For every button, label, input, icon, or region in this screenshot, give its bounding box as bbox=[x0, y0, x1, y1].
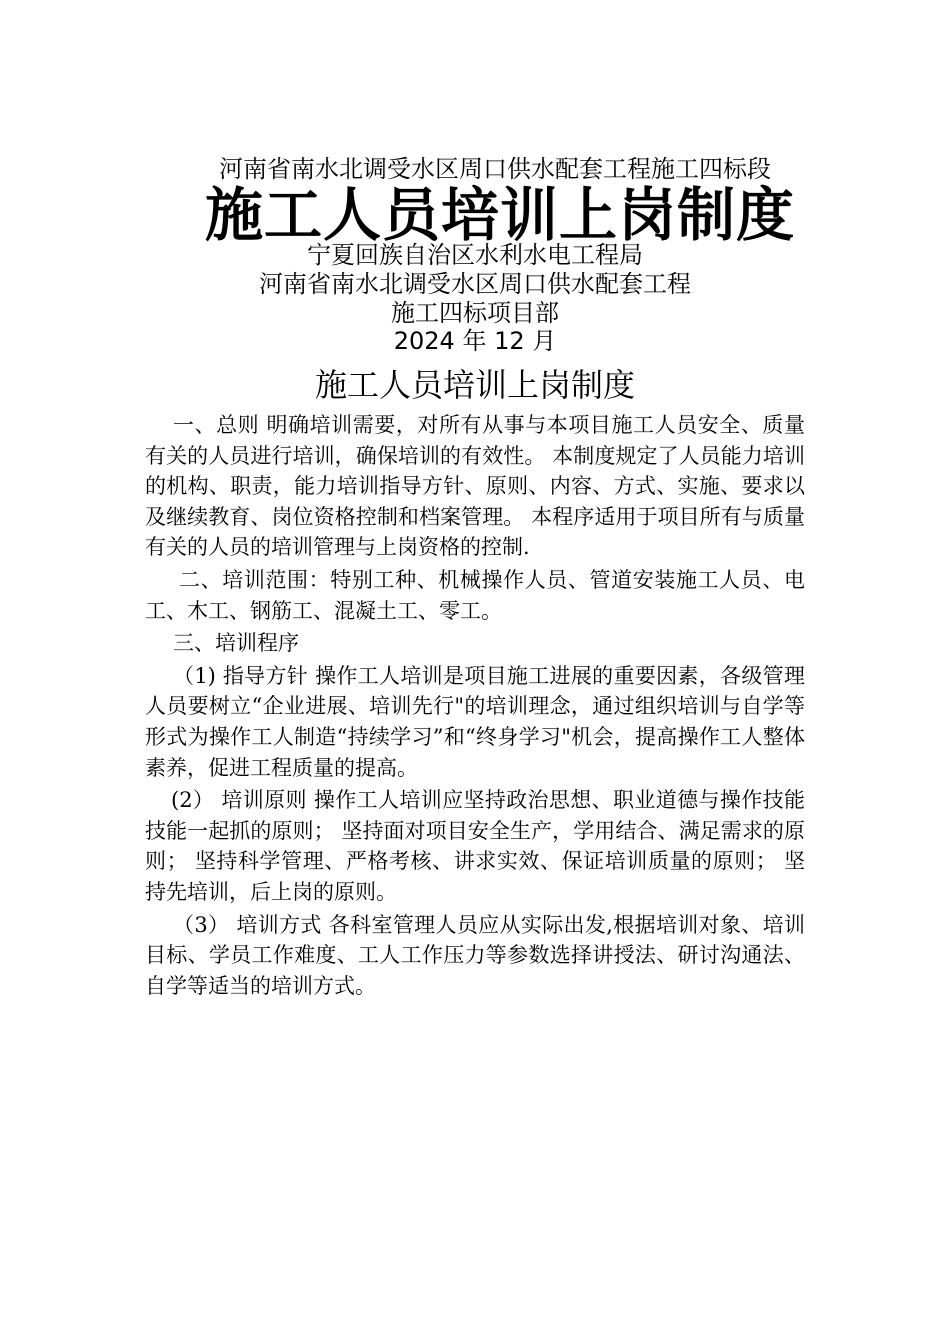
department-name: 施工四标项目部 bbox=[391, 299, 559, 327]
paragraph-procedure-heading: 三、培训程序 bbox=[173, 631, 299, 656]
project-name: 河南省南水北调受水区周口供水配套工程 bbox=[259, 270, 691, 298]
paragraph-guideline: （1) 指导方针 操作工人培训是项目施工进展的重要因素，各级管理人员要树立“企业进展、培训先行"的培训理念，通过组织培训与自学等形式为操作工人制造“持续学习”和“终身学习"机会，提高操作工人整体素养，促进工程质量的提高。 bbox=[145, 663, 805, 780]
document-date: 2024 年 12 月 bbox=[393, 327, 557, 355]
section-title: 施工人员培训上岗制度 bbox=[314, 366, 635, 404]
paragraph-methods: （3） 培训方式 各科室管理人员应从实际出发,根据培训对象、培训目标、学员工作难度、工人工作压力等参数选择讲授法、研讨沟通法、自学等适当的培训方式。 bbox=[145, 912, 805, 998]
paragraph-principles: (2） 培训原则 操作工人培训应坚持政治思想、职业道德与操作技能技能一起抓的原则； 坚持面对项目安全生产，学用结合、满足需求的原则； 坚持科学管理、严格考核、讲求实效、保证培训质量的原则； 坚持先培训，后上岗的原则。 bbox=[145, 788, 805, 904]
paragraph-scope: 二、培训范围：特别工种、机械操作人员、管道安装施工人员、电工、木工、钢筋工、混凝土工、零工。 bbox=[145, 567, 805, 623]
project-subtitle: 河南省南水北调受水区周口供水配套工程施工四标段 bbox=[219, 155, 771, 183]
organization-name: 宁夏回族自治区水利水电工程局 bbox=[307, 241, 643, 269]
cover-title: 施工人员培训上岗制度 bbox=[204, 181, 795, 249]
document-body bbox=[145, 410, 805, 1003]
paragraph-general: 一、总则 明确培训需要，对所有从事与本项目施工人员安全、质量有关的人员进行培训，确保培训的有效性。 本制度规定了人员能力培训的机构、职责，能力培训指导方针、原则、内容、方式、实施、要求以及继续教育、岗位资格控制和档案管理。 本程序适用于项目所有与质量有关的人员的培训管理与上岗资格的控制. bbox=[145, 413, 805, 560]
